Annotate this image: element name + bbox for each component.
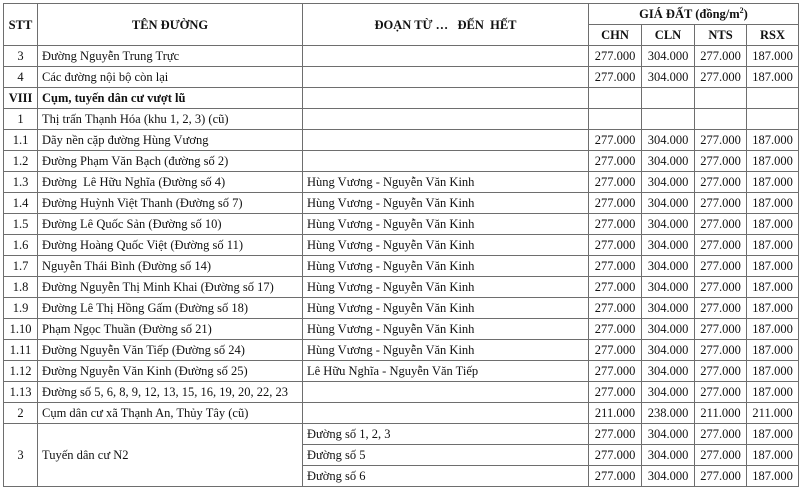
cell-name: Đường số 5, 6, 8, 9, 12, 13, 15, 16, 19, 20, 22, 23 [38,382,303,403]
cell-stt: 4 [4,67,38,88]
cell-cln: 304.000 [642,256,695,277]
cell-doan [303,130,589,151]
cell-nts: 277.000 [695,130,747,151]
cell-nts: 277.000 [695,424,747,445]
cell-cln: 304.000 [642,172,695,193]
cell-stt: 1.6 [4,235,38,256]
cell-chn: 277.000 [589,424,642,445]
cell-rsx: 187.000 [747,214,799,235]
cell-name: Dãy nền cặp đường Hùng Vương [38,130,303,151]
cell-stt: 3 [4,424,38,487]
cell-doan: Hùng Vương - Nguyễn Văn Kinh [303,340,589,361]
section-row [4,88,799,109]
cell-nts: 277.000 [695,466,747,487]
cell-nts: 277.000 [695,172,747,193]
cell-nts: 277.000 [695,67,747,88]
cell-chn [589,88,642,109]
cell-name: Cụm dân cư xã Thạnh An, Thủy Tây (cũ) [38,403,303,424]
cell-nts: 277.000 [695,46,747,67]
table-row [4,256,799,277]
cell-stt: 1.7 [4,256,38,277]
table-row [4,151,799,172]
cell-chn: 277.000 [589,151,642,172]
table-row [4,109,799,130]
cell-stt: 1.3 [4,172,38,193]
cell-rsx: 187.000 [747,445,799,466]
cell-nts: 277.000 [695,340,747,361]
cell-rsx: 187.000 [747,235,799,256]
header-row-1 [4,4,799,25]
cell-stt: 1.1 [4,130,38,151]
table-row [4,130,799,151]
cell-rsx: 187.000 [747,67,799,88]
cell-chn: 277.000 [589,46,642,67]
cell-chn: 277.000 [589,298,642,319]
table-row [4,193,799,214]
cell-chn [589,109,642,130]
cell-chn: 277.000 [589,361,642,382]
cell-stt: 1.12 [4,361,38,382]
cell-cln: 304.000 [642,382,695,403]
header-doan: ĐOẠN TỪ … ĐẾN HẾT [303,4,589,46]
cell-name: Đường Lê Hữu Nghĩa (Đường số 4) [38,172,303,193]
table-row [4,298,799,319]
cell-stt: 1.4 [4,193,38,214]
cell-chn: 211.000 [589,403,642,424]
table-row [4,340,799,361]
cell-doan [303,403,589,424]
cell-chn: 277.000 [589,214,642,235]
cell-stt: 1.5 [4,214,38,235]
cell-nts: 277.000 [695,256,747,277]
cell-nts: 277.000 [695,298,747,319]
cell-doan: Hùng Vương - Nguyễn Văn Kinh [303,172,589,193]
cell-cln: 304.000 [642,214,695,235]
cell-name: Đường Hoàng Quốc Việt (Đường số 11) [38,235,303,256]
cell-rsx [747,88,799,109]
header-gia-dat-label: GIÁ ĐẤT (đồng/m [639,7,740,21]
group-row [4,424,799,445]
cell-nts: 277.000 [695,445,747,466]
cell-rsx: 187.000 [747,466,799,487]
table-row [4,319,799,340]
table-row [4,382,799,403]
cell-nts [695,109,747,130]
header-stt: STT [4,4,38,46]
cell-name: Đường Nguyễn Văn Tiếp (Đường số 24) [38,340,303,361]
cell-nts: 211.000 [695,403,747,424]
cell-rsx: 187.000 [747,382,799,403]
cell-name: Đường Lê Thị Hồng Gấm (Đường số 18) [38,298,303,319]
cell-chn: 277.000 [589,256,642,277]
cell-chn: 277.000 [589,235,642,256]
cell-name: Nguyễn Thái Bình (Đường số 14) [38,256,303,277]
cell-rsx: 187.000 [747,256,799,277]
cell-rsx [747,109,799,130]
cell-cln: 304.000 [642,340,695,361]
land-price-table [3,3,799,487]
cell-chn: 277.000 [589,382,642,403]
cell-doan: Hùng Vương - Nguyễn Văn Kinh [303,277,589,298]
cell-stt: VIII [4,88,38,109]
table-row [4,67,799,88]
cell-cln: 304.000 [642,466,695,487]
cell-doan [303,382,589,403]
cell-name: Cụm, tuyến dân cư vượt lũ [38,88,303,109]
table-row [4,403,799,424]
cell-rsx: 187.000 [747,172,799,193]
cell-doan [303,109,589,130]
cell-nts: 277.000 [695,151,747,172]
cell-nts: 277.000 [695,361,747,382]
cell-rsx: 187.000 [747,193,799,214]
cell-cln: 304.000 [642,193,695,214]
header-cln: CLN [642,25,695,46]
cell-rsx: 187.000 [747,361,799,382]
cell-doan: Đường số 1, 2, 3 [303,424,589,445]
cell-name: Đường Lê Quốc Sản (Đường số 10) [38,214,303,235]
cell-rsx: 187.000 [747,340,799,361]
cell-stt: 1.10 [4,319,38,340]
cell-cln: 304.000 [642,67,695,88]
cell-rsx: 187.000 [747,319,799,340]
cell-name: Đường Huỳnh Việt Thanh (Đường số 7) [38,193,303,214]
cell-chn: 277.000 [589,172,642,193]
cell-name: Thị trấn Thạnh Hóa (khu 1, 2, 3) (cũ) [38,109,303,130]
cell-nts: 277.000 [695,319,747,340]
header-gia-dat-close: ) [743,7,748,21]
cell-stt: 3 [4,46,38,67]
table-row [4,46,799,67]
cell-chn: 277.000 [589,319,642,340]
cell-nts: 277.000 [695,235,747,256]
cell-nts: 277.000 [695,214,747,235]
header-gia-dat-sup: 2 [739,5,744,15]
cell-cln [642,109,695,130]
cell-stt: 1.13 [4,382,38,403]
cell-nts: 277.000 [695,193,747,214]
header-nts: NTS [695,25,747,46]
cell-stt: 1.2 [4,151,38,172]
cell-rsx: 211.000 [747,403,799,424]
cell-nts: 277.000 [695,277,747,298]
cell-chn: 277.000 [589,445,642,466]
cell-name: Đường Phạm Văn Bạch (đường số 2) [38,151,303,172]
cell-rsx: 187.000 [747,151,799,172]
cell-name: Đường Nguyễn Trung Trực [38,46,303,67]
cell-name: Các đường nội bộ còn lại [38,67,303,88]
cell-doan: Lê Hữu Nghĩa - Nguyễn Văn Tiếp [303,361,589,382]
cell-doan: Hùng Vương - Nguyễn Văn Kinh [303,235,589,256]
cell-doan [303,46,589,67]
cell-chn: 277.000 [589,130,642,151]
cell-cln: 304.000 [642,319,695,340]
cell-doan [303,67,589,88]
cell-cln: 304.000 [642,151,695,172]
cell-doan [303,151,589,172]
cell-doan: Hùng Vương - Nguyễn Văn Kinh [303,319,589,340]
cell-doan: Đường số 5 [303,445,589,466]
cell-cln [642,88,695,109]
header-gia-dat [589,4,799,25]
cell-chn: 277.000 [589,277,642,298]
cell-stt: 2 [4,403,38,424]
cell-cln: 304.000 [642,298,695,319]
cell-stt: 1 [4,109,38,130]
cell-chn: 277.000 [589,67,642,88]
header-ten-duong: TÊN ĐƯỜNG [38,4,303,46]
cell-cln: 304.000 [642,46,695,67]
cell-doan: Hùng Vương - Nguyễn Văn Kinh [303,193,589,214]
cell-nts: 277.000 [695,382,747,403]
cell-cln: 304.000 [642,235,695,256]
cell-cln: 304.000 [642,361,695,382]
table-row [4,214,799,235]
cell-nts [695,88,747,109]
cell-cln: 304.000 [642,445,695,466]
table-row [4,361,799,382]
cell-cln: 304.000 [642,130,695,151]
cell-rsx: 187.000 [747,130,799,151]
header-rsx: RSX [747,25,799,46]
cell-doan: Hùng Vương - Nguyễn Văn Kinh [303,298,589,319]
cell-chn: 277.000 [589,340,642,361]
cell-name: Phạm Ngọc Thuần (Đường số 21) [38,319,303,340]
cell-cln: 238.000 [642,403,695,424]
cell-rsx: 187.000 [747,46,799,67]
cell-chn: 277.000 [589,193,642,214]
cell-rsx: 187.000 [747,424,799,445]
cell-cln: 304.000 [642,277,695,298]
cell-stt: 1.8 [4,277,38,298]
cell-name: Đường Nguyễn Văn Kinh (Đường số 25) [38,361,303,382]
cell-rsx: 187.000 [747,277,799,298]
table-row [4,235,799,256]
cell-stt: 1.9 [4,298,38,319]
table-row [4,277,799,298]
table-row [4,172,799,193]
cell-rsx: 187.000 [747,298,799,319]
cell-doan: Đường số 6 [303,466,589,487]
cell-cln: 304.000 [642,424,695,445]
cell-name: Tuyến dân cư N2 [38,424,303,487]
cell-name: Đường Nguyễn Thị Minh Khai (Đường số 17) [38,277,303,298]
cell-doan: Hùng Vương - Nguyễn Văn Kinh [303,256,589,277]
cell-doan: Hùng Vương - Nguyễn Văn Kinh [303,214,589,235]
cell-stt: 1.11 [4,340,38,361]
cell-doan [303,88,589,109]
header-chn: CHN [589,25,642,46]
cell-chn: 277.000 [589,466,642,487]
